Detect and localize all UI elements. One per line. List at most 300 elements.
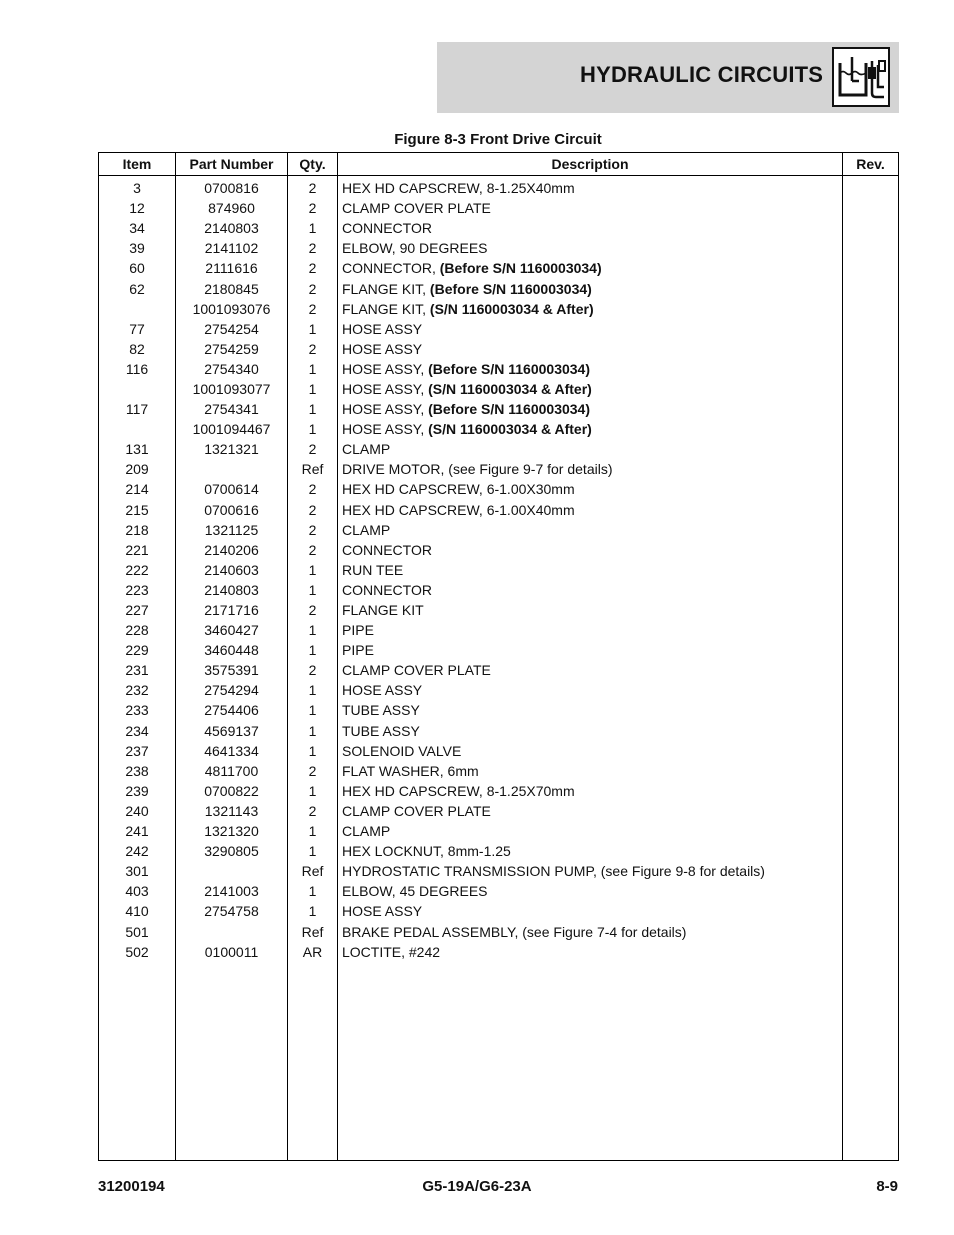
quantity-cell: 2 <box>288 801 338 821</box>
revision-cell <box>843 238 899 258</box>
description-text: HOSE ASSY <box>342 340 423 357</box>
table-row <box>99 479 899 499</box>
item-number-cell: 82 <box>99 339 176 359</box>
description-cell <box>338 861 843 881</box>
table-row <box>99 439 899 459</box>
quantity-cell: 2 <box>288 176 338 199</box>
column-header-qty: Qty. <box>288 153 338 176</box>
description-text: FLAT WASHER, 6mm <box>342 762 479 779</box>
description-cell <box>338 500 843 520</box>
part-number-cell: 4569137 <box>176 721 288 741</box>
footer-model: G5-19A/G6-23A <box>422 1178 532 1195</box>
description-cell <box>338 761 843 781</box>
part-number-cell: 2754259 <box>176 339 288 359</box>
description-text: CLAMP <box>342 823 391 840</box>
part-number-cell <box>176 459 288 479</box>
table-row <box>99 921 899 941</box>
item-number-cell: 218 <box>99 520 176 540</box>
serial-number-note: (S/N 1160003034 & After) <box>428 380 592 397</box>
item-number-cell: 215 <box>99 500 176 520</box>
quantity-cell: 2 <box>288 761 338 781</box>
item-number-cell: 60 <box>99 258 176 278</box>
quantity-cell: 1 <box>288 721 338 741</box>
description-text: HEX HD CAPSCREW, 8-1.25X70mm <box>342 782 575 799</box>
part-number-cell: 2140803 <box>176 580 288 600</box>
description-text: ELBOW, 90 DEGREES <box>342 240 488 257</box>
description-cell <box>338 721 843 741</box>
item-number-cell: 237 <box>99 741 176 761</box>
quantity-cell: 1 <box>288 560 338 580</box>
item-number-cell: 403 <box>99 881 176 901</box>
revision-cell <box>843 600 899 620</box>
item-number-cell: 301 <box>99 861 176 881</box>
table-row <box>99 801 899 821</box>
table-row <box>99 600 899 620</box>
description-cell <box>338 781 843 801</box>
part-number-cell: 2754294 <box>176 680 288 700</box>
description-cell <box>338 540 843 560</box>
item-number-cell: 116 <box>99 359 176 379</box>
description-cell <box>338 680 843 700</box>
table-row <box>99 700 899 720</box>
part-number-cell: 0700816 <box>176 176 288 199</box>
description-text: FLANGE KIT <box>342 602 424 619</box>
description-cell <box>338 660 843 680</box>
quantity-cell: 1 <box>288 700 338 720</box>
item-number-cell: 222 <box>99 560 176 580</box>
footer-doc-number: 31200194 <box>98 1178 165 1195</box>
table-row <box>99 721 899 741</box>
quantity-cell: 1 <box>288 319 338 339</box>
item-number-cell: 209 <box>99 459 176 479</box>
revision-cell <box>843 379 899 399</box>
revision-cell <box>843 721 899 741</box>
item-number-cell: 223 <box>99 580 176 600</box>
quantity-cell: 2 <box>288 238 338 258</box>
part-number-cell: 2180845 <box>176 278 288 298</box>
description-cell <box>338 299 843 319</box>
part-number-cell: 2140803 <box>176 218 288 238</box>
part-number-cell: 2141102 <box>176 238 288 258</box>
item-number-cell: 77 <box>99 319 176 339</box>
revision-cell <box>843 520 899 540</box>
item-number-cell: 39 <box>99 238 176 258</box>
part-number-cell: 0700614 <box>176 479 288 499</box>
table-row <box>99 238 899 258</box>
revision-cell <box>843 660 899 680</box>
item-number-cell <box>99 299 176 319</box>
quantity-cell: 2 <box>288 258 338 278</box>
item-number-cell: 502 <box>99 942 176 962</box>
table-row <box>99 861 899 881</box>
part-number-cell: 3575391 <box>176 660 288 680</box>
part-number-cell: 4811700 <box>176 761 288 781</box>
item-number-cell: 239 <box>99 781 176 801</box>
part-number-cell: 0100011 <box>176 942 288 962</box>
serial-number-note: (S/N 1160003034 & After) <box>429 300 594 317</box>
figure-title: Figure 8-3 Front Drive Circuit <box>394 131 602 148</box>
description-cell <box>338 198 843 218</box>
description-cell <box>338 600 843 620</box>
description-cell <box>338 339 843 359</box>
quantity-cell: 1 <box>288 841 338 861</box>
table-row <box>99 379 899 399</box>
quantity-cell: 1 <box>288 218 338 238</box>
serial-number-note: (Before S/N 1160003034) <box>428 401 590 418</box>
hydraulic-reservoir-icon <box>832 47 890 107</box>
empty-cell <box>338 962 843 1161</box>
description-text: CLAMP COVER PLATE <box>342 802 491 819</box>
description-cell <box>338 419 843 439</box>
table-row <box>99 359 899 379</box>
part-number-cell: 1001093076 <box>176 299 288 319</box>
serial-number-note: (S/N 1160003034 & After) <box>428 421 592 438</box>
quantity-cell: 1 <box>288 901 338 921</box>
part-number-cell <box>176 861 288 881</box>
description-text: ELBOW, 45 DEGREES <box>342 883 488 900</box>
table-row <box>99 881 899 901</box>
part-number-cell: 3460448 <box>176 640 288 660</box>
table-row <box>99 419 899 439</box>
description-cell <box>338 700 843 720</box>
table-row <box>99 299 899 319</box>
revision-cell <box>843 901 899 921</box>
table-filler-row <box>99 962 899 1161</box>
table-row <box>99 680 899 700</box>
description-cell <box>338 319 843 339</box>
part-number-cell: 2140603 <box>176 560 288 580</box>
description-cell <box>338 741 843 761</box>
revision-cell <box>843 319 899 339</box>
item-number-cell: 501 <box>99 921 176 941</box>
part-number-cell: 1001093077 <box>176 379 288 399</box>
part-number-cell: 3460427 <box>176 620 288 640</box>
revision-cell <box>843 801 899 821</box>
description-cell <box>338 881 843 901</box>
description-cell <box>338 520 843 540</box>
column-header-part-number: Part Number <box>176 153 288 176</box>
description-cell <box>338 942 843 962</box>
table-row <box>99 339 899 359</box>
revision-cell <box>843 781 899 801</box>
description-text: HOSE ASSY, <box>342 380 429 397</box>
revision-cell <box>843 459 899 479</box>
parts-table <box>98 152 899 1161</box>
revision-cell <box>843 921 899 941</box>
revision-cell <box>843 861 899 881</box>
table-row <box>99 761 899 781</box>
table-row <box>99 781 899 801</box>
part-number-cell <box>176 921 288 941</box>
part-number-cell: 2111616 <box>176 258 288 278</box>
item-number-cell: 231 <box>99 660 176 680</box>
item-number-cell: 34 <box>99 218 176 238</box>
quantity-cell: 2 <box>288 540 338 560</box>
description-cell <box>338 459 843 479</box>
table-row <box>99 620 899 640</box>
quantity-cell: 2 <box>288 198 338 218</box>
description-text: HEX LOCKNUT, 8mm-1.25 <box>342 843 511 860</box>
table-row <box>99 319 899 339</box>
revision-cell <box>843 680 899 700</box>
table-row <box>99 520 899 540</box>
table-row <box>99 500 899 520</box>
description-cell <box>338 176 843 199</box>
item-number-cell: 131 <box>99 439 176 459</box>
quantity-cell: 1 <box>288 680 338 700</box>
revision-cell <box>843 821 899 841</box>
table-row <box>99 258 899 278</box>
quantity-cell: 1 <box>288 580 338 600</box>
table-row <box>99 198 899 218</box>
revision-cell <box>843 479 899 499</box>
column-header-rev: Rev. <box>843 153 899 176</box>
table-row <box>99 580 899 600</box>
part-number-cell: 1001094467 <box>176 419 288 439</box>
item-number-cell: 241 <box>99 821 176 841</box>
revision-cell <box>843 176 899 199</box>
quantity-cell: 2 <box>288 500 338 520</box>
description-text: HEX HD CAPSCREW, 6-1.00X40mm <box>342 501 575 518</box>
part-number-cell: 2140206 <box>176 540 288 560</box>
description-text: HEX HD CAPSCREW, 6-1.00X30mm <box>342 481 575 498</box>
serial-number-note: (Before S/N 1160003034) <box>439 260 602 277</box>
item-number-cell: 12 <box>99 198 176 218</box>
item-number-cell <box>99 419 176 439</box>
serial-number-note: (Before S/N 1160003034) <box>428 360 590 377</box>
description-text: DRIVE MOTOR, (see Figure 9-7 for details) <box>342 461 613 478</box>
part-number-cell: 1321143 <box>176 801 288 821</box>
description-cell <box>338 439 843 459</box>
description-text: HOSE ASSY <box>342 682 423 699</box>
table-row <box>99 399 899 419</box>
quantity-cell: 1 <box>288 821 338 841</box>
table-header-row <box>99 153 899 176</box>
quantity-cell: AR <box>288 942 338 962</box>
quantity-cell: 1 <box>288 881 338 901</box>
table-row <box>99 278 899 298</box>
description-cell <box>338 278 843 298</box>
revision-cell <box>843 580 899 600</box>
description-cell <box>338 801 843 821</box>
description-cell <box>338 580 843 600</box>
description-cell <box>338 238 843 258</box>
table-row <box>99 459 899 479</box>
table-row <box>99 821 899 841</box>
revision-cell <box>843 640 899 660</box>
item-number-cell: 410 <box>99 901 176 921</box>
description-text: FLANGE KIT, <box>342 300 430 317</box>
description-text: HOSE ASSY, <box>342 401 429 418</box>
item-number-cell: 242 <box>99 841 176 861</box>
revision-cell <box>843 700 899 720</box>
description-cell <box>338 218 843 238</box>
part-number-cell: 4641334 <box>176 741 288 761</box>
description-cell <box>338 841 843 861</box>
description-text: PIPE <box>342 622 374 639</box>
section-title: HYDRAULIC CIRCUITS <box>580 62 824 87</box>
revision-cell <box>843 881 899 901</box>
item-number-cell: 229 <box>99 640 176 660</box>
description-cell <box>338 560 843 580</box>
quantity-cell: 1 <box>288 419 338 439</box>
description-text: PIPE <box>342 642 374 659</box>
part-number-cell: 2171716 <box>176 600 288 620</box>
description-text: CONNECTOR <box>342 541 432 558</box>
revision-cell <box>843 359 899 379</box>
table-row <box>99 560 899 580</box>
part-number-cell: 0700822 <box>176 781 288 801</box>
table-row <box>99 640 899 660</box>
description-text: RUN TEE <box>342 561 404 578</box>
description-cell <box>338 379 843 399</box>
item-number-cell: 117 <box>99 399 176 419</box>
revision-cell <box>843 560 899 580</box>
description-cell <box>338 399 843 419</box>
quantity-cell: 2 <box>288 479 338 499</box>
part-number-cell: 1321321 <box>176 439 288 459</box>
quantity-cell: 2 <box>288 600 338 620</box>
quantity-cell: 2 <box>288 520 338 540</box>
empty-cell <box>288 962 338 1161</box>
revision-cell <box>843 942 899 962</box>
revision-cell <box>843 540 899 560</box>
item-number-cell: 234 <box>99 721 176 741</box>
revision-cell <box>843 339 899 359</box>
quantity-cell: 1 <box>288 781 338 801</box>
description-text: HOSE ASSY <box>342 320 423 337</box>
quantity-cell: 1 <box>288 620 338 640</box>
description-text: CLAMP <box>342 441 391 458</box>
description-cell <box>338 821 843 841</box>
item-number-cell: 228 <box>99 620 176 640</box>
quantity-cell: 2 <box>288 299 338 319</box>
description-text: HOSE ASSY, <box>342 360 429 377</box>
description-cell <box>338 359 843 379</box>
revision-cell <box>843 741 899 761</box>
part-number-cell: 1321320 <box>176 821 288 841</box>
empty-cell <box>843 962 899 1161</box>
part-number-cell: 2754254 <box>176 319 288 339</box>
quantity-cell: 1 <box>288 379 338 399</box>
description-text: CONNECTOR <box>342 581 432 598</box>
item-number-cell <box>99 379 176 399</box>
revision-cell <box>843 500 899 520</box>
description-text: CONNECTOR, <box>342 260 440 277</box>
quantity-cell: 2 <box>288 660 338 680</box>
empty-cell <box>176 962 288 1161</box>
parts-table-body <box>99 176 899 1161</box>
revision-cell <box>843 258 899 278</box>
item-number-cell: 232 <box>99 680 176 700</box>
description-text: LOCTITE, #242 <box>342 943 441 960</box>
table-row <box>99 901 899 921</box>
quantity-cell: 2 <box>288 278 338 298</box>
description-text: TUBE ASSY <box>342 702 420 719</box>
part-number-cell: 2754341 <box>176 399 288 419</box>
part-number-cell: 2141003 <box>176 881 288 901</box>
part-number-cell: 874960 <box>176 198 288 218</box>
description-text: HOSE ASSY <box>342 903 423 920</box>
quantity-cell: Ref <box>288 459 338 479</box>
item-number-cell: 240 <box>99 801 176 821</box>
quantity-cell: 1 <box>288 640 338 660</box>
table-row <box>99 218 899 238</box>
description-cell <box>338 921 843 941</box>
description-text: CONNECTOR <box>342 220 432 237</box>
serial-number-note: (Before S/N 1160003034) <box>429 280 592 297</box>
quantity-cell: 1 <box>288 741 338 761</box>
table-row <box>99 540 899 560</box>
item-number-cell: 62 <box>99 278 176 298</box>
description-cell <box>338 620 843 640</box>
item-number-cell: 3 <box>99 176 176 199</box>
description-cell <box>338 640 843 660</box>
quantity-cell: 2 <box>288 339 338 359</box>
column-header-item: Item <box>99 153 176 176</box>
description-text: CLAMP COVER PLATE <box>342 200 491 217</box>
table-row <box>99 741 899 761</box>
description-text: HYDROSTATIC TRANSMISSION PUMP, (see Figure 9-8 for details) <box>342 863 765 880</box>
revision-cell <box>843 841 899 861</box>
part-number-cell: 2754758 <box>176 901 288 921</box>
revision-cell <box>843 198 899 218</box>
description-cell <box>338 901 843 921</box>
description-text: TUBE ASSY <box>342 722 420 739</box>
item-number-cell: 238 <box>99 761 176 781</box>
description-text: HOSE ASSY, <box>342 421 429 438</box>
part-number-cell: 0700616 <box>176 500 288 520</box>
part-number-cell: 2754406 <box>176 700 288 720</box>
description-cell <box>338 479 843 499</box>
table-row <box>99 942 899 962</box>
part-number-cell: 1321125 <box>176 520 288 540</box>
quantity-cell: 1 <box>288 359 338 379</box>
empty-cell <box>99 962 176 1161</box>
quantity-cell: 1 <box>288 399 338 419</box>
item-number-cell: 227 <box>99 600 176 620</box>
footer-page-number: 8-9 <box>876 1178 898 1195</box>
description-text: HEX HD CAPSCREW, 8-1.25X40mm <box>342 180 575 197</box>
revision-cell <box>843 761 899 781</box>
description-text: CLAMP <box>342 521 391 538</box>
revision-cell <box>843 299 899 319</box>
description-text: BRAKE PEDAL ASSEMBLY, (see Figure 7-4 for details) <box>342 923 687 940</box>
item-number-cell: 214 <box>99 479 176 499</box>
revision-cell <box>843 278 899 298</box>
quantity-cell: Ref <box>288 921 338 941</box>
revision-cell <box>843 218 899 238</box>
quantity-cell: Ref <box>288 861 338 881</box>
revision-cell <box>843 439 899 459</box>
table-row <box>99 841 899 861</box>
revision-cell <box>843 620 899 640</box>
table-row <box>99 660 899 680</box>
description-text: CLAMP COVER PLATE <box>342 662 491 679</box>
description-text: FLANGE KIT, <box>342 280 430 297</box>
revision-cell <box>843 419 899 439</box>
item-number-cell: 221 <box>99 540 176 560</box>
description-text: SOLENOID VALVE <box>342 742 462 759</box>
table-row <box>99 176 899 199</box>
part-number-cell: 2754340 <box>176 359 288 379</box>
column-header-description: Description <box>338 153 843 176</box>
revision-cell <box>843 399 899 419</box>
part-number-cell: 3290805 <box>176 841 288 861</box>
quantity-cell: 2 <box>288 439 338 459</box>
item-number-cell: 233 <box>99 700 176 720</box>
description-cell <box>338 258 843 278</box>
